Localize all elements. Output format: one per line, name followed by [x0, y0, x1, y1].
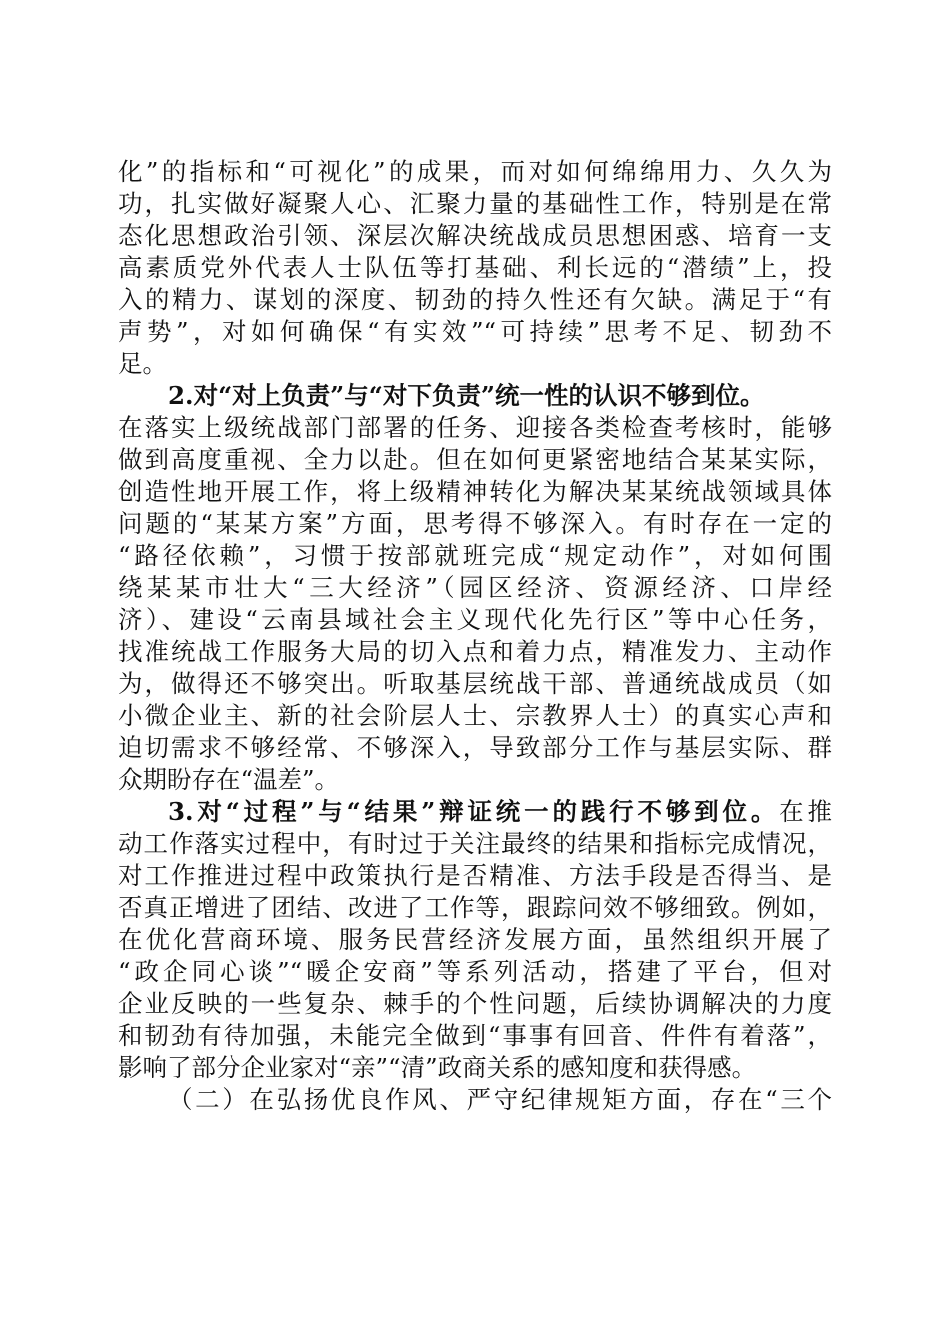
paragraph-3-line-2: 对工作推进过程中政策执行是否精准、方法手段是否得当、是 — [118, 861, 832, 890]
paragraph-3-line-5: “政企同心谈”“暖企安商”等系列活动，搭建了平台，但对 — [118, 957, 832, 986]
paragraph-1-line-3: 态化思想政治引领、深层次解决统战成员思想困惑、培育一支 — [118, 221, 832, 250]
paragraph-3-line-7: 和韧劲有待加强，未能完全做到“事事有回音、件件有着落”， — [118, 1021, 832, 1050]
paragraph-1-line-6: 声势”，对如何确保“有实效”“可持续”思考不足、韧劲不 — [118, 317, 832, 346]
paragraph-3-line-4: 在优化营商环境、服务民营经济发展方面，虽然组织开展了 — [118, 925, 832, 954]
paragraph-2-heading: 2.对“对上负责”与“对下负责”统一性的认识不够到位。 — [168, 381, 765, 410]
paragraph-2-line-6: 绕某某市壮大“三大经济”（园区经济、资源经济、口岸经 — [118, 573, 832, 602]
paragraph-2-line-9: 为，做得还不够突出。听取基层统战干部、普通统战成员（如 — [118, 669, 832, 698]
paragraph-2-line-7: 济）、建设“云南县域社会主义现代化先行区”等中心任务， — [118, 605, 832, 634]
paragraph-3-line-6: 企业反映的一些复杂、棘手的个性问题，后续协调解决的力度 — [118, 989, 832, 1018]
paragraph-3-line-3: 否真正增进了团结、改进了工作等，跟踪问效不够细致。例如， — [118, 893, 832, 922]
paragraph-2-line-11: 迫切需求不够经常、不够深入，导致部分工作与基层实际、群 — [118, 733, 832, 762]
paragraph-2-line-8: 找准统战工作服务大局的切入点和着力点，精准发力、主动作 — [118, 637, 832, 666]
paragraph-1-line-7: 足。 — [118, 349, 167, 378]
paragraph-1-line-5: 入的精力、谋划的深度、韧劲的持久性还有欠缺。满足于“有 — [118, 285, 832, 314]
paragraph-1-line-2: 功，扎实做好凝聚人心、汇聚力量的基础性工作，特别是在常 — [118, 189, 832, 218]
paragraph-2-line-3: 创造性地开展工作，将上级精神转化为解决某某统战领域具体 — [118, 477, 832, 506]
paragraph-3-heading: 3.对“过程”与“结果”辩证统一的践行不够到位。 — [168, 797, 780, 826]
paragraph-3-line-8: 影响了部分企业家对“亲”“清”政商关系的感知度和获得感。 — [118, 1053, 757, 1082]
paragraph-2-line-12: 众期盼存在“温差”。 — [118, 765, 340, 794]
section-2-heading-line: （二）在弘扬优良作风、严守纪律规矩方面，存在“三个 — [168, 1085, 832, 1114]
paragraph-2-line-1: 在落实上级统战部门部署的任务、迎接各类检查考核时，能够 — [118, 413, 832, 442]
paragraph-2-line-10: 小微企业主、新的社会阶层人士、宗教界人士）的真实心声和 — [118, 701, 832, 730]
paragraph-1-line-4: 高素质党外代表人士队伍等打基础、利长远的“潜绩”上，投 — [118, 253, 832, 282]
paragraph-1-line-1: 化”的指标和“可视化”的成果，而对如何绵绵用力、久久为 — [118, 157, 832, 186]
paragraph-3-first-line — [168, 796, 832, 828]
paragraph-3-heading-rest: 在推 — [779, 797, 832, 826]
paragraph-2-line-5: “路径依赖”，习惯于按部就班完成“规定动作”，对如何围 — [118, 541, 832, 570]
paragraph-2-line-2: 做到高度重视、全力以赴。但在如何更紧密地结合某某实际， — [118, 445, 832, 474]
paragraph-2-line-4: 问题的“某某方案”方面，思考得不够深入。有时存在一定的 — [118, 509, 832, 538]
paragraph-3-line-1: 动工作落实过程中，有时过于关注最终的结果和指标完成情况， — [118, 829, 832, 858]
